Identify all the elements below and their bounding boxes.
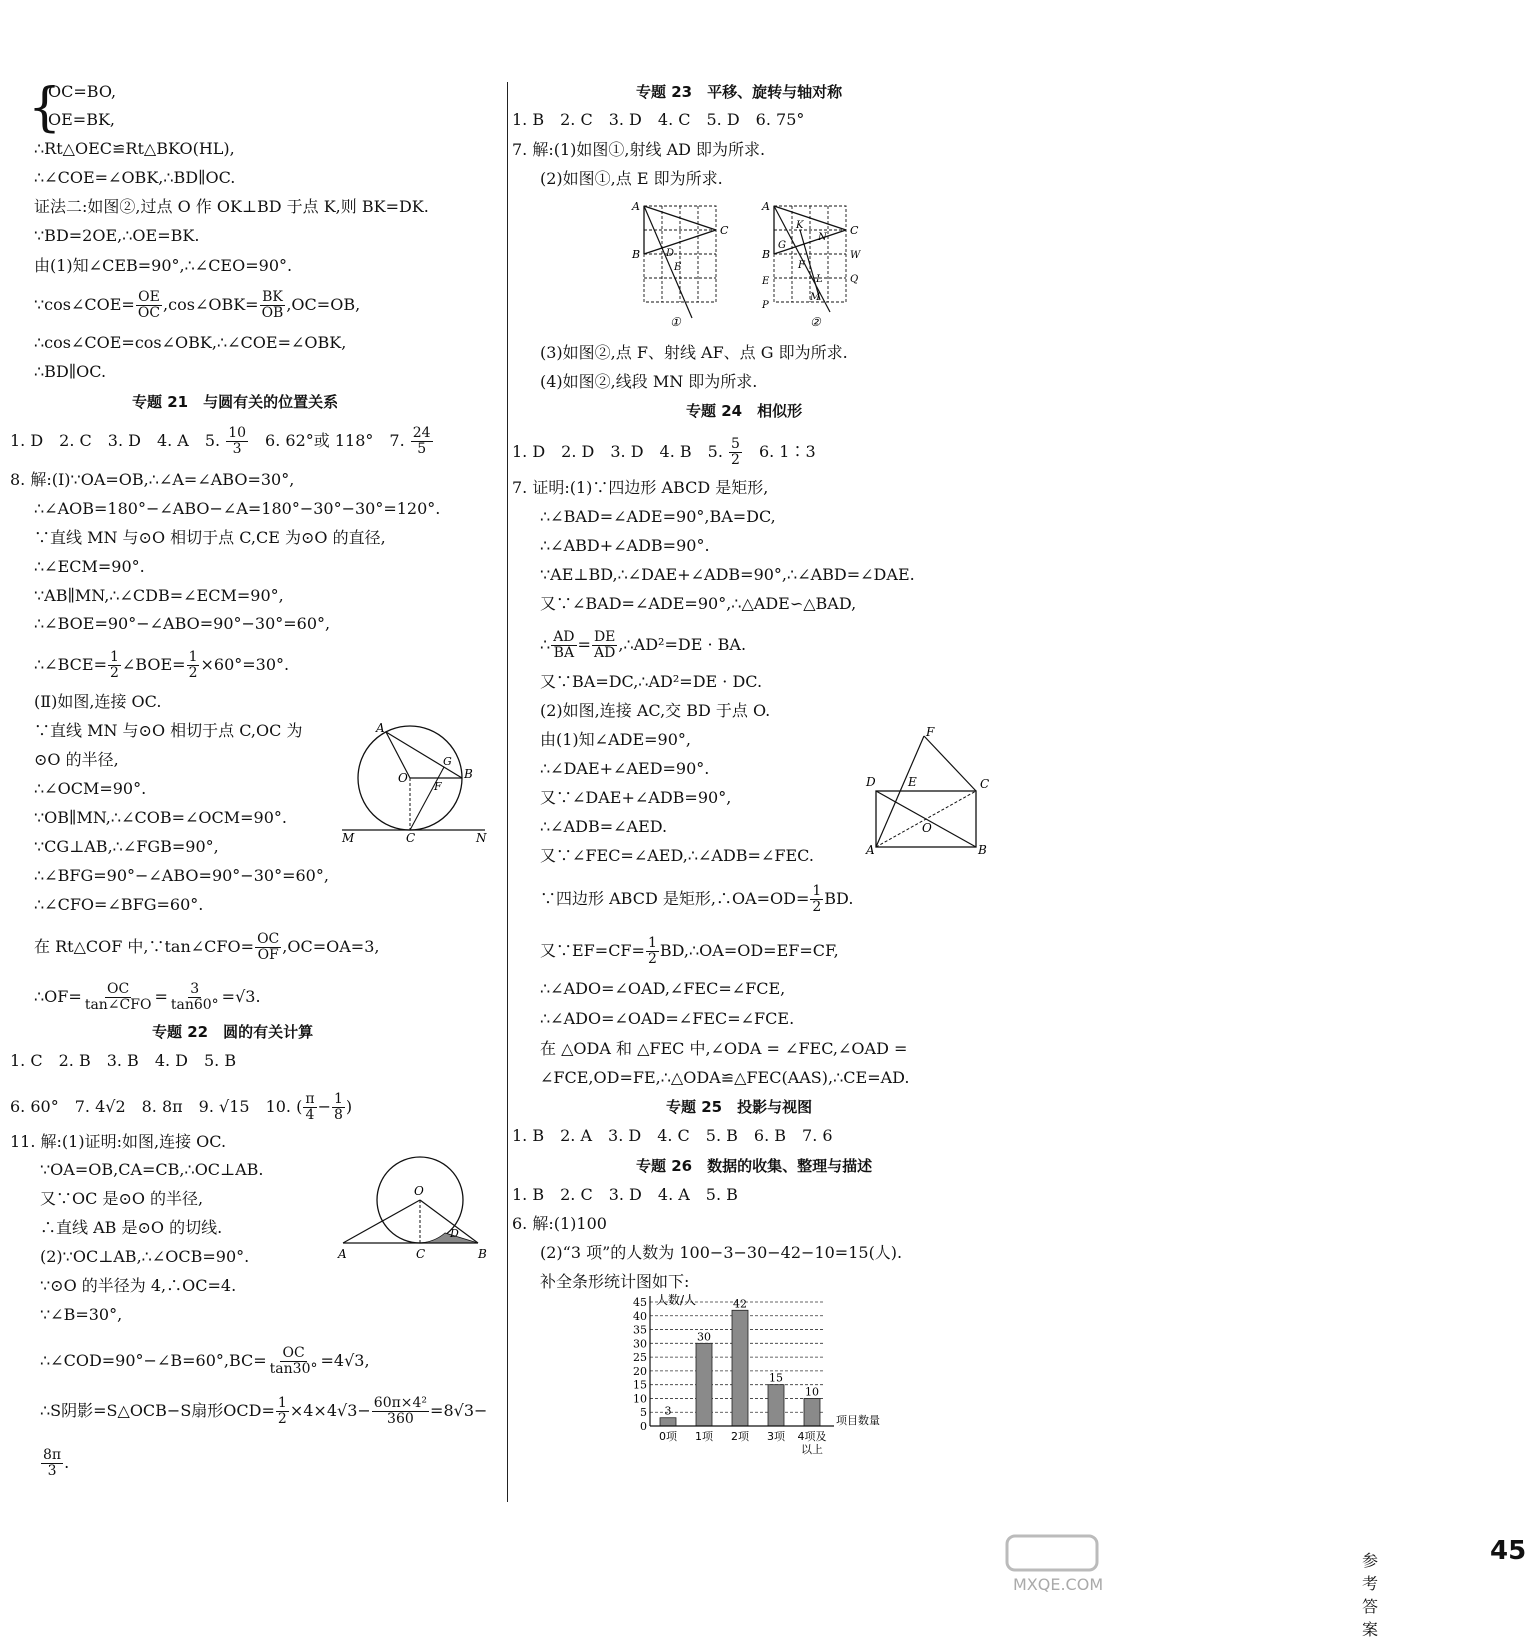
label-n: N (818, 232, 827, 243)
text-line: OC=BO, (48, 82, 117, 101)
text-line: 在 △ODA 和 △FEC 中,∠ODA = ∠FEC,∠OAD = (540, 1039, 908, 1058)
denominator: tan60° (170, 997, 219, 1013)
label-m: M (342, 831, 355, 845)
svg-text:MXQE.COM: MXQE.COM (1013, 1575, 1104, 1594)
denominator: 2 (109, 665, 119, 681)
text: = (577, 635, 591, 654)
fraction (169, 982, 221, 1013)
x-category-label: 3项 (767, 1430, 785, 1443)
denominator: 2 (647, 951, 657, 967)
text-line: (2)如图①,点 E 即为所求. (540, 169, 723, 188)
text: 6. 60° 7. 4√2 8. 8π 9. √15 10. ( (10, 1097, 303, 1116)
fraction (411, 426, 433, 457)
label-o: O (398, 771, 408, 785)
y-tick-label: 20 (633, 1364, 647, 1378)
fraction (592, 630, 617, 661)
label-e: E (908, 775, 917, 789)
text-line: ∴∠ABD+∠ADB=90°. (540, 536, 710, 555)
y-tick-label: 15 (633, 1378, 647, 1392)
text: 1. D 2. C 3. D 4. A 5. (10, 431, 226, 450)
fraction (255, 932, 281, 963)
numerator: OC (107, 981, 130, 997)
grid-figure-1 (630, 200, 740, 328)
text: ,cos∠OBK= (163, 295, 259, 314)
formula-line (40, 1346, 370, 1377)
text-line: 6. 解:(1)100 (512, 1214, 607, 1233)
numerator: 1 (647, 935, 657, 951)
text-line: 由(1)知∠CEB=90°,∴∠CEO=90°. (34, 256, 293, 275)
text-line: (2)∵OC⊥AB,∴∠OCB=90°. (40, 1247, 250, 1266)
label-o: O (922, 821, 932, 835)
shaded-region (420, 1233, 478, 1243)
x-category-label: 1项 (695, 1430, 713, 1443)
text-line: (2)“3 项”的人数为 100−3−30−42−10=15(人). (540, 1243, 903, 1262)
formula-line (40, 1448, 69, 1479)
text-line: ∴∠OCM=90°. (34, 779, 147, 798)
text: ∴OF= (34, 987, 82, 1006)
denominator: 3 (232, 441, 242, 457)
text: ∴∠BCE= (34, 655, 107, 674)
fraction (187, 650, 200, 681)
fraction (332, 1092, 345, 1123)
label-e: E (674, 262, 682, 273)
text: 6. 1∶3 (742, 442, 816, 461)
label-c: C (406, 831, 416, 845)
text-line: ∴∠BAD=∠ADE=90°,BA=DC, (540, 507, 776, 526)
label-f: F (798, 260, 805, 271)
text-line: 又∵OC 是⊙O 的半径, (40, 1189, 204, 1208)
text: ∴S阴影=S△OCB−S扇形OCD= (40, 1401, 275, 1420)
text-line: ∵AE⊥BD,∴∠DAE+∠ADB=90°,∴∠ABD=∠DAE. (540, 565, 915, 584)
text-line: ∴∠BFG=90°−∠ABO=90°−30°=60°, (34, 866, 329, 885)
label-a: A (632, 200, 640, 213)
bar-chart (616, 1292, 880, 1470)
y-tick-label: 5 (640, 1406, 647, 1420)
label-l: L (816, 274, 823, 285)
text-line: ∴∠CFO=∠BFG=60°. (34, 895, 204, 914)
text-line: ∴∠ADB=∠AED. (540, 817, 668, 836)
watermark-logo (985, 1530, 1104, 1596)
fraction (551, 630, 576, 661)
label-f: F (434, 780, 442, 793)
text-line: 又∵BA=DC,∴AD²=DE · DC. (540, 672, 763, 691)
y-tick-label: 35 (633, 1323, 647, 1337)
denominator: tan∠CFO (84, 997, 152, 1013)
text: ∠BOE= (121, 655, 186, 674)
text-line: ∵∠B=30°, (40, 1305, 123, 1324)
denominator: 5 (417, 441, 427, 457)
denominator: 2 (812, 899, 822, 915)
text-line: (2)如图,连接 AC,交 BD 于点 O. (540, 701, 771, 720)
text-line: ∴BD∥OC. (34, 362, 107, 381)
text-line: 又∵∠DAE+∠ADB=90°, (540, 788, 732, 807)
label-a: A (762, 200, 770, 213)
page-number: 45 (1490, 1536, 1526, 1566)
numerator: π (305, 1091, 315, 1107)
fraction (41, 1448, 63, 1479)
bar-value-label: 15 (769, 1371, 783, 1385)
y-tick-label: 10 (633, 1392, 647, 1406)
text-line: ∴直线 AB 是⊙O 的切线. (40, 1218, 223, 1237)
text: 在 Rt△COF 中,∵tan∠CFO= (34, 937, 255, 956)
fraction (646, 936, 659, 967)
numerator: 1 (188, 649, 198, 665)
y-axis-label: 人数/人 (656, 1293, 697, 1307)
numerator: 8π (43, 1447, 62, 1463)
text: 又∵EF=CF= (540, 941, 645, 960)
text: ,OC=OB, (286, 295, 361, 314)
text-line: 7. 解:(1)如图①,射线 AD 即为所求. (512, 140, 766, 159)
label-d: D (450, 1227, 459, 1240)
bar-value-label: 42 (733, 1297, 747, 1311)
text-line: ∠FCE,OD=FE,∴△ODA≌△FEC(AAS),∴CE=AD. (540, 1068, 910, 1087)
label-a: A (338, 1247, 347, 1261)
y-tick-label: 25 (633, 1351, 647, 1365)
text-line: (Ⅱ)如图,连接 OC. (34, 692, 162, 711)
bar-value-label: 10 (805, 1385, 819, 1399)
y-tick-label: 30 (633, 1337, 647, 1351)
x-category-label: 以上 (801, 1443, 823, 1456)
text: 6. 62°或 118° 7. (249, 431, 410, 450)
label-g: G (778, 240, 786, 251)
numerator: AD (553, 629, 575, 645)
text-line: 7. 证明:(1)∵四边形 ABCD 是矩形, (512, 478, 769, 497)
fraction (372, 1396, 429, 1427)
label-k: K (796, 220, 804, 231)
denominator: 2 (188, 665, 198, 681)
formula-line (540, 884, 853, 915)
text-line: 又∵∠FEC=∠AED,∴∠ADB=∠FEC. (540, 846, 814, 865)
answers-line: 1. B 2. C 3. D 4. A 5. B (512, 1185, 738, 1204)
figure-label: ② (810, 315, 821, 329)
denominator: 2 (277, 1411, 287, 1427)
grid-lines (774, 206, 846, 302)
bar (696, 1343, 712, 1426)
formula-line (34, 932, 379, 963)
bar-value-label: 3 (664, 1404, 672, 1418)
circle-tangent-figure (340, 720, 495, 845)
text-line: 补全条形统计图如下: (540, 1272, 690, 1291)
text-line: ∴∠DAE+∠AED=90°. (540, 759, 710, 778)
ray-ad (644, 206, 692, 318)
text: BD. (824, 889, 854, 908)
text-line: ⊙O 的半径, (34, 750, 119, 769)
answers-line: 1. B 2. A 3. D 4. C 5. B 6. B 7. 6 (512, 1126, 833, 1145)
label-b: B (478, 1247, 487, 1261)
numerator: BK (262, 289, 283, 305)
text-line: ∴∠AOB=180°−∠ABO−∠A=180°−30°−30°=120°. (34, 499, 441, 518)
label-c: C (980, 777, 990, 791)
denominator: 2 (731, 452, 740, 468)
numerator: DE (593, 629, 616, 645)
text: ∴ (540, 635, 551, 654)
text: BD,∴OA=OD=EF=CF, (659, 941, 839, 960)
denominator: 3 (47, 1463, 57, 1479)
fraction (83, 982, 154, 1013)
bar-value-label: 30 (697, 1330, 711, 1344)
text-line: ∴∠ADO=∠OAD,∠FEC=∠FCE, (540, 979, 786, 998)
text: . (64, 1453, 70, 1472)
denominator: OB (261, 305, 284, 321)
numerator: OC (282, 1345, 305, 1361)
label-g: G (443, 755, 452, 768)
text-line: ∵AB∥MN,∴∠CDB=∠ECM=90°, (34, 586, 284, 605)
fraction (226, 426, 248, 457)
label-q: Q (850, 274, 859, 285)
label-b: B (464, 767, 473, 781)
text-line: (4)如图②,线段 MN 即为所求. (540, 372, 758, 391)
bar (660, 1418, 676, 1426)
section-heading: 专题 24 相似形 (686, 402, 803, 420)
rectangle-figure (864, 726, 994, 856)
text: ∵cos∠COE= (34, 295, 135, 314)
segment-fc (924, 736, 976, 791)
formula-line (540, 936, 839, 967)
section-heading: 专题 25 投影与视图 (666, 1098, 813, 1116)
formula-line (540, 630, 746, 661)
x-axis-label: 项目数量 (836, 1414, 880, 1427)
text-line: ∵OA=OB,CA=CB,∴OC⊥AB. (40, 1160, 264, 1179)
denominator: BA (553, 645, 575, 661)
text-line: ∵直线 MN 与⊙O 相切于点 C,CE 为⊙O 的直径, (34, 528, 386, 547)
formula-line (40, 1396, 487, 1427)
text: ∴∠COD=90°−∠B=60°,BC= (40, 1351, 267, 1370)
text-line: OE=BK, (48, 110, 115, 129)
grid-figure-2 (760, 200, 870, 328)
text-line: 8. 解:(Ⅰ)∵OA=OB,∴∠A=∠ABO=30°, (10, 470, 295, 489)
numerator: 3 (190, 981, 200, 997)
text-line: ∴cos∠COE=cos∠OBK,∴∠COE=∠OBK, (34, 333, 347, 352)
label-b: B (632, 248, 641, 261)
chart-categories (659, 1430, 827, 1456)
label-f: F (926, 725, 935, 739)
text-line: ∵OB∥MN,∴∠COB=∠OCM=90°. (34, 808, 287, 827)
fraction (108, 650, 121, 681)
label-b: B (978, 843, 987, 857)
denominator: 8 (333, 1107, 343, 1123)
text-line: ∵直线 MN 与⊙O 相切于点 C,OC 为 (34, 721, 303, 740)
numerator: OE (138, 289, 160, 305)
label-a: A (866, 843, 875, 857)
label-b: B (762, 248, 771, 261)
label-c: C (850, 224, 859, 237)
text: ) (345, 1097, 353, 1116)
numerator: 1 (812, 883, 822, 899)
y-tick-label: 0 (640, 1420, 647, 1433)
footer-label: 参考答案 (1362, 1551, 1379, 1639)
label-n: N (476, 831, 487, 845)
numerator: 10 (228, 425, 247, 441)
y-tick-label: 40 (633, 1309, 647, 1323)
denominator: tan30° (269, 1361, 318, 1377)
answers-line: 1. B 2. C 3. D 4. C 5. D 6. 75° (512, 110, 805, 129)
label-w: W (850, 250, 861, 261)
label-o: O (414, 1184, 424, 1198)
text: 1. D 2. D 3. D 4. B 5. (512, 442, 729, 461)
text-line: ∴∠COE=∠OBK,∴BD∥OC. (34, 168, 236, 187)
text-line: ∴Rt△OEC≌Rt△BKO(HL), (34, 139, 235, 158)
label-c: C (720, 224, 729, 237)
text-line: 证法二:如图②,过点 O 作 OK⊥BD 于点 K,则 BK=DK. (34, 197, 429, 216)
label-m: M (810, 292, 821, 303)
section-heading: 专题 23 平移、旋转与轴对称 (636, 83, 843, 101)
text-line: ∵CG⊥AB,∴∠FGB=90°, (34, 837, 219, 856)
column-divider (507, 82, 508, 1502)
denominator: 360 (387, 1411, 414, 1427)
formula-line (34, 290, 360, 321)
numerator: 1 (109, 649, 119, 665)
fraction (260, 290, 286, 321)
text-line: 又∵∠BAD=∠ADE=90°,∴△ADE∽△BAD, (540, 594, 857, 613)
denominator: OF (257, 947, 279, 963)
numerator: OC (257, 931, 280, 947)
figure-label: ① (670, 315, 681, 329)
numerator: 60π×4² (373, 1395, 428, 1411)
numerator: 5 (731, 436, 740, 452)
label-e: E (762, 276, 770, 287)
text: =√3. (221, 987, 261, 1006)
formula-line (34, 982, 261, 1013)
numerator: 1 (333, 1091, 343, 1107)
text: ×4×4√3− (289, 1401, 371, 1420)
text: =8√3− (430, 1401, 488, 1420)
label-c: C (416, 1247, 426, 1261)
denominator: 4 (305, 1107, 315, 1123)
segment-ao (343, 1200, 420, 1243)
answers-line: 1. C 2. B 3. B 4. D 5. B (10, 1051, 237, 1070)
x-category-label: 0项 (659, 1430, 677, 1443)
chart-bars (660, 1297, 820, 1426)
section-heading: 专题 26 数据的收集、整理与描述 (636, 1157, 873, 1175)
text-line: ∴∠ADO=∠OAD=∠FEC=∠FCE. (540, 1009, 795, 1028)
text: ∵四边形 ABCD 是矩形,∴OA=OD= (540, 889, 810, 908)
tangent-shaded-figure (338, 1160, 498, 1260)
label-d: D (666, 248, 675, 259)
numerator: 1 (277, 1395, 287, 1411)
fraction (276, 1396, 289, 1427)
text: =4√3, (320, 1351, 370, 1370)
denominator: OC (137, 305, 161, 321)
answers-line (512, 437, 816, 468)
text-line: ∵⊙O 的半径为 4,∴OC=4. (40, 1276, 237, 1295)
fraction (303, 1092, 316, 1123)
text-line: ∵BD=2OE,∴OE=BK. (34, 226, 200, 245)
section-heading: 专题 22 圆的有关计算 (152, 1023, 314, 1041)
system-brace: { (28, 78, 62, 138)
fraction (136, 290, 162, 321)
text: ×60°=30°. (200, 655, 290, 674)
label-p: P (762, 300, 769, 311)
text: = (154, 987, 168, 1006)
formula-line (34, 650, 289, 681)
fraction (268, 1346, 320, 1377)
answers-line (10, 426, 434, 457)
text: − (317, 1097, 331, 1116)
bar (732, 1310, 748, 1426)
answers-line (10, 1092, 352, 1123)
denominator: AD (593, 645, 616, 661)
x-category-label: 4项及 (797, 1430, 827, 1443)
chart-ticks (633, 1296, 647, 1433)
fraction (729, 437, 742, 468)
text: ,OC=OA=3, (282, 937, 380, 956)
bar (804, 1398, 820, 1426)
section-heading: 专题 21 与圆有关的位置关系 (132, 393, 339, 411)
label-d: D (866, 775, 876, 789)
x-category-label: 2项 (731, 1430, 749, 1443)
text-line: 11. 解:(1)证明:如图,连接 OC. (10, 1132, 227, 1151)
grid-lines (644, 206, 716, 302)
label-a: A (376, 721, 385, 735)
y-tick-label: 45 (633, 1296, 647, 1309)
numerator: 24 (412, 425, 431, 441)
text-line: ∴∠ECM=90°. (34, 557, 145, 576)
fraction (810, 884, 823, 915)
text-line: ∴∠BOE=90°−∠ABO=90°−30°=60°, (34, 614, 331, 633)
text-line: 由(1)知∠ADE=90°, (540, 730, 691, 749)
bar (768, 1385, 784, 1426)
text: ,∴AD²=DE · BA. (618, 635, 747, 654)
text-line: (3)如图②,点 F、射线 AF、点 G 即为所求. (540, 343, 848, 362)
